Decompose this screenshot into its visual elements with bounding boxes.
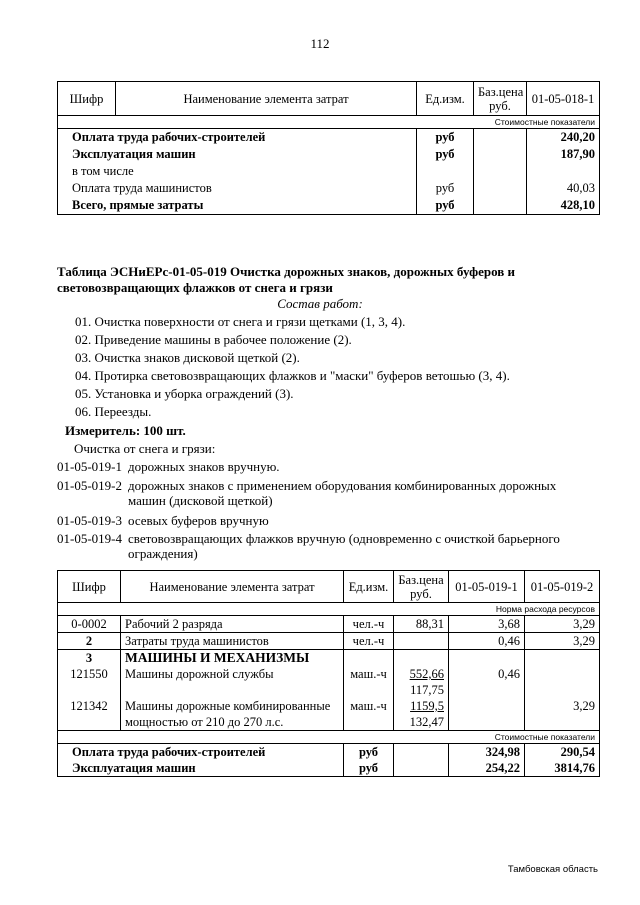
col-price-header: Баз.цена руб.	[394, 571, 449, 603]
item-text: дорожных знаков с применением оборудования комбинированных дорожных машин (дисковой щеткой)	[128, 478, 557, 508]
col-019-1-header: 01-05-019-1	[449, 571, 525, 603]
row-value-1: 0,46	[449, 633, 525, 650]
row-name: Машины дорожные комбинированные	[125, 699, 331, 713]
col-name-header: Наименование элемента затрат	[116, 82, 417, 116]
col-price-header: Баз.цена руб.	[474, 82, 527, 116]
row-unit: руб	[417, 197, 474, 215]
row-code: 121342	[58, 698, 121, 731]
row-name: Машины дорожной службы	[121, 666, 344, 698]
table-row	[58, 650, 600, 667]
row-unit: маш.-ч	[344, 666, 394, 698]
row-value-1: 254,22	[449, 760, 525, 777]
table-row	[58, 760, 600, 777]
table-row	[58, 197, 600, 215]
row-name-cont: мощностью от 210 до 270 л.с.	[125, 715, 284, 729]
row-unit: чел.-ч	[344, 633, 394, 650]
row-unit: руб	[344, 744, 394, 761]
row-name: МАШИНЫ И МЕХАНИЗМЫ	[121, 650, 344, 667]
item-text: световозвращающих флажков вручную (одновременно с очисткой барьерного ограждения)	[128, 531, 560, 561]
list-item	[57, 459, 568, 474]
row-value-2: 3814,76	[525, 760, 600, 777]
cost-table-018	[57, 81, 600, 215]
col-018-1-header: 01-05-018-1	[527, 82, 600, 116]
row-code: 2	[58, 633, 121, 650]
row-name: Рабочий 2 разряда	[121, 616, 344, 633]
operation-item: 01. Очистка поверхности от снега и грязи щетками (1, 3, 4).	[75, 314, 406, 329]
norm-subheader: Норма расхода ресурсов	[58, 603, 600, 616]
col-code-header: Шифр	[58, 82, 116, 116]
item-code: 01-05-019-3	[57, 513, 122, 528]
col-019-2-header: 01-05-019-2	[525, 571, 600, 603]
row-unit: чел.-ч	[344, 616, 394, 633]
col-name-header: Наименование элемента затрат	[121, 571, 344, 603]
row-value: 187,90	[527, 146, 600, 163]
operation-item: 05. Установка и уборка ограждений (3).	[75, 386, 294, 401]
table-row	[58, 633, 600, 650]
list-item	[57, 513, 568, 528]
table-row	[58, 129, 600, 147]
row-code: 121550	[58, 666, 121, 698]
section-title: Таблица ЭСНиЕРс-01-05-019 Очистка дорожных знаков, дорожных буферов и световозвращающих флажков от снега и грязи	[57, 264, 516, 295]
table-row	[58, 616, 600, 633]
col-code-header: Шифр	[58, 571, 121, 603]
operation-item: 02. Приведение машины в рабочее положение (2).	[75, 332, 352, 347]
operation-item: 04. Протирка световозвращающих флажков и "маски" буферов ветошью (3, 4).	[75, 368, 510, 383]
table-row	[58, 180, 600, 197]
item-text: дорожных знаков вручную.	[128, 459, 280, 474]
row-value-1: 3,68	[449, 616, 525, 633]
row-value-2: 3,29	[525, 698, 600, 731]
composition-label: Состав работ:	[277, 296, 363, 311]
cost-subheader: Стоимостные показатели	[58, 116, 600, 129]
row-name: Оплата труда рабочих-строителей	[58, 129, 417, 147]
footer-region: Тамбовская область	[507, 864, 598, 875]
item-code: 01-05-019-4	[57, 531, 122, 546]
item-text: осевых буферов вручную	[128, 513, 269, 528]
row-unit: руб	[417, 129, 474, 147]
row-price-secondary: 132,47	[409, 715, 444, 729]
item-code: 01-05-019-2	[57, 478, 122, 493]
row-value-1: 324,98	[449, 744, 525, 761]
row-value-2: 3,29	[525, 633, 600, 650]
row-price: 552,66	[409, 667, 444, 681]
row-name: Эксплуатация машин	[58, 760, 344, 777]
measure-unit: Измеритель: 100 шт.	[65, 423, 186, 438]
item-code: 01-05-019-1	[57, 459, 122, 474]
resource-table-019	[57, 570, 600, 777]
row-unit: маш.-ч	[344, 698, 394, 731]
row-value-2: 290,54	[525, 744, 600, 761]
col-unit-header: Ед.изм.	[417, 82, 474, 116]
row-unit: руб	[417, 146, 474, 163]
row-price-secondary: 117,75	[410, 683, 444, 697]
row-name: Оплата труда рабочих-строителей	[58, 744, 344, 761]
row-value: 40,03	[527, 180, 600, 197]
cleaning-header: Очистка от снега и грязи:	[74, 441, 216, 456]
row-price: 1159,5	[410, 699, 444, 713]
table-row	[58, 146, 600, 163]
row-name: в том числе	[58, 163, 417, 180]
operation-item: 06. Переезды.	[75, 404, 152, 419]
row-unit: руб	[417, 180, 474, 197]
row-name: Всего, прямые затраты	[58, 197, 417, 215]
row-name: Затраты труда машинистов	[121, 633, 344, 650]
table-row	[58, 744, 600, 761]
list-item	[57, 531, 568, 561]
row-price: 88,31	[394, 616, 449, 633]
table-row	[58, 666, 600, 698]
row-code: 3	[58, 650, 121, 667]
row-name: Эксплуатация машин	[58, 146, 417, 163]
table-row	[58, 698, 600, 731]
col-unit-header: Ед.изм.	[344, 571, 394, 603]
row-unit: руб	[344, 760, 394, 777]
row-value-1: 0,46	[449, 666, 525, 698]
row-code: 0-0002	[58, 616, 121, 633]
row-value: 428,10	[527, 197, 600, 215]
list-item	[57, 478, 568, 508]
table-row	[58, 163, 600, 180]
operation-item: 03. Очистка знаков дисковой щеткой (2).	[75, 350, 300, 365]
row-name: Оплата труда машинистов	[58, 180, 417, 197]
page-number: 112	[310, 36, 330, 51]
cost-subheader: Стоимостные показатели	[58, 731, 600, 744]
row-value-2: 3,29	[525, 616, 600, 633]
row-value: 240,20	[527, 129, 600, 147]
